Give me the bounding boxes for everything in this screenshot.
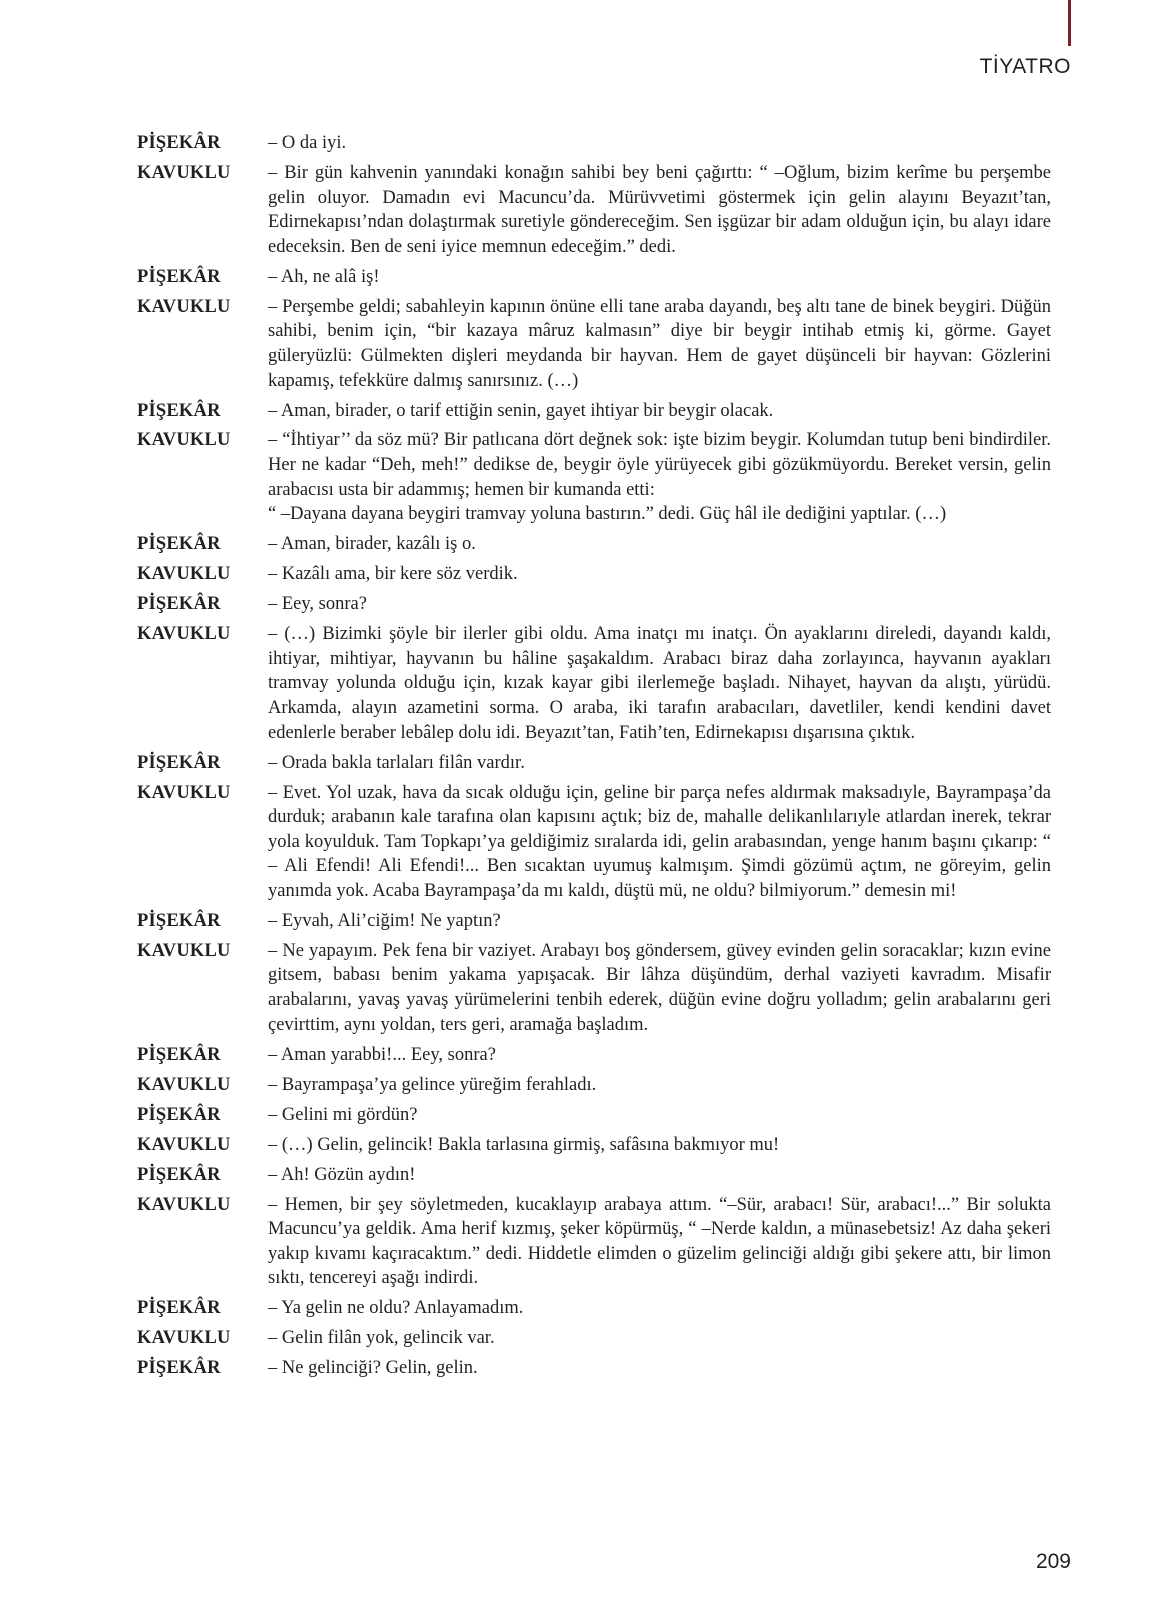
dialogue-line <box>137 1193 1051 1291</box>
speaker-name: PİŞEKÂR <box>137 400 221 421</box>
dialogue-line <box>137 131 1051 156</box>
line-text: – Orada bakla tarlaları filân vardır. <box>268 752 525 773</box>
speaker-name: KAVUKLU <box>137 296 231 317</box>
header-accent-rule <box>1068 0 1071 46</box>
dialogue-line <box>137 592 1051 617</box>
line-text: – (…) Gelin, gelincik! Bakla tarlasına girmiş, safâsına bakmıyor mu! <box>268 1134 780 1155</box>
line-text: – Aman, birader, o tarif ettiğin senin, gayet ihtiyar bir beygir olacak. <box>268 400 774 421</box>
line-text: – Eey, sonra? <box>268 594 367 615</box>
speaker-name: PİŞEKÂR <box>137 1044 221 1065</box>
dialogue-line <box>137 622 1051 745</box>
line-text: – Ne yapayım. Pek fena bir vaziyet. Arabayı boş göndersem, güvey evinden gelin soracaklar; kızın evine gitsem, babası benim yakama yapışacak. Bir lâhza düşündüm, derhal vaziyeti kavradım. Misafir arabalarını, yavaş yavaş yürümelerini tenbih ederek, düğün evine doğru yolladım; gelin arabalarını geri çevirttim, aynı yoldan, ters geri, aramağa başladım. <box>268 940 1051 1035</box>
speaker-name: PİŞEKÂR <box>137 534 221 555</box>
line-text: – Gelini mi gördün? <box>268 1104 418 1125</box>
speaker-name: KAVUKLU <box>137 162 231 183</box>
dialogue-line <box>137 909 1051 934</box>
line-text: – Ya gelin ne oldu? Anlayamadım. <box>268 1298 524 1319</box>
dialogue-line <box>137 1073 1051 1098</box>
dialogue-line <box>137 751 1051 776</box>
dialogue-line <box>137 1103 1051 1128</box>
speaker-name: KAVUKLU <box>137 1194 231 1215</box>
line-text: – (…) Bizimki şöyle bir ilerler gibi oldu. Ama inatçı mı inatçı. Ön ayaklarını direledi, dayandı kaldı, ihtiyar, mihtiyar, hayvanın bu hâline şaşakaldım. Arabacı biraz daha zorlayınca, hayvanın ayakları tramvay yolunda olduğu için, kızak kayar gibi ilerlemeğe başladı. Nihayet, hayvan da alıştı, yürüdü. Arkamda, alayın azametini sorma. O araba, iki tarafın arabacıları, davetliler, kendi kendini davet edenlerle beraber lebâlep dolu idi. Beyazıt’tan, Fatih’ten, Edirnekapısı dışarısına çıktık. <box>268 624 1051 743</box>
speaker-name: KAVUKLU <box>137 782 231 803</box>
line-text: – Evet. Yol uzak, hava da sıcak olduğu için, geline bir parça nefes aldırmak maksadıyle, Bayrampaşa’da durduk; arabanın kale tarafına olan kapısını açtık; biz de, mahalle delikanlılarıyle atlardan inerek, tekrar yola koyulduk. Tam Topkapı’ya geldiğimiz sıralarda idi, gelin arabasından, yenge hanım başını çıkarıp: “ – Ali Efendi! Ali Efendi!... Ben sıcaktan uyumuş kalmışım. Şimdi gözümü açtım, ne göreyim, gelin yanımda yok. Acaba Bayrampaşa’da mı kaldı, düştü mü, ne oldu? bilmiyorum.” demesin mi! <box>268 782 1051 901</box>
line-text: – Gelin filân yok, gelincik var. <box>268 1328 495 1349</box>
speaker-name: KAVUKLU <box>137 1134 231 1155</box>
line-text: – “İhtiyar’’ da söz mü? Bir patlıcana dört değnek sok: işte bizim beygir. Kolumdan tutup beni bindirdiler. Her ne kadar “Deh, meh!” dedikse de, beygir öyle yürüyecek gibi gözükmüyordu. Bereket versin, gelin arabacısı usta bir adammış; hemen bir kumanda etti: <box>268 430 1051 500</box>
speaker-name: PİŞEKÂR <box>137 1104 221 1125</box>
dialogue-body <box>137 131 1051 1386</box>
dialogue-line <box>137 295 1051 393</box>
speaker-name: KAVUKLU <box>137 624 231 645</box>
speaker-name: PİŞEKÂR <box>137 1358 221 1379</box>
dialogue-line <box>137 532 1051 557</box>
speaker-name: KAVUKLU <box>137 564 231 585</box>
line-text: – Bayrampaşa’ya gelince yüreğim ferahladı. <box>268 1074 597 1095</box>
section-title: TİYATRO <box>979 55 1071 78</box>
dialogue-line <box>137 161 1051 259</box>
dialogue-line <box>137 1356 1051 1381</box>
line-text: – Ah! Gözün aydın! <box>268 1164 416 1185</box>
line-text: – Aman yarabbi!... Eey, sonra? <box>268 1044 496 1065</box>
page-number: 209 <box>1035 1550 1071 1573</box>
dialogue-line <box>137 1043 1051 1068</box>
speaker-name: KAVUKLU <box>137 940 231 961</box>
dialogue-line <box>137 1133 1051 1158</box>
line-text: – Hemen, bir şey söyletmeden, kucaklayıp arabaya attım. “–Sür, arabacı! Sür, arabacı!...” Bir solukta Macuncu’ya geldik. Ama herif kızmış, şeker köpürmüş, “ –Nerde kaldın, a münasebetsiz! Az daha şekeri yakıp kıvamı kaçıracaktım.” dedi. Hiddetle elimden o güzelim gelinciği aldığı gibi şekere attı, bir limon sıktı, tencereyi aşağı indirdi. <box>268 1194 1051 1289</box>
dialogue-line <box>137 265 1051 290</box>
line-text: – Bir gün kahvenin yanındaki konağın sahibi bey beni çağırttı: “ –Oğlum, bizim kerîme bu perşembe gelin oluyor. Damadın evi Macuncu’da. Mürüvvetimi göstermek için gelin alayını Beyazıt’tan, Edirnekapısı’ndan dolaştırmak suretiyle göndereceğim. Sen işgüzar bir adam olduğun için, bu alayı idare edeceksin. Ben de seni iyice memnun edeceğim.” dedi. <box>268 162 1051 257</box>
line-text: – Ah, ne alâ iş! <box>268 266 380 287</box>
line-text-continuation: “ –Dayana dayana beygiri tramvay yoluna bastırın.” dedi. Güç hâl ile dediğini yaptılar. (…) <box>268 504 947 525</box>
dialogue-line <box>137 939 1051 1037</box>
dialogue-line <box>137 1326 1051 1351</box>
speaker-name: PİŞEKÂR <box>137 910 221 931</box>
speaker-name: PİŞEKÂR <box>137 1298 221 1319</box>
speaker-name: PİŞEKÂR <box>137 752 221 773</box>
speaker-name: PİŞEKÂR <box>137 594 221 615</box>
line-text: – Ne gelinciği? Gelin, gelin. <box>268 1358 478 1379</box>
speaker-name: PİŞEKÂR <box>137 266 221 287</box>
dialogue-line <box>137 1163 1051 1188</box>
dialogue-line <box>137 562 1051 587</box>
dialogue-line <box>137 1296 1051 1321</box>
speaker-name: PİŞEKÂR <box>137 133 221 153</box>
line-text: – Eyvah, Ali’ciğim! Ne yaptın? <box>268 910 501 931</box>
speaker-name: KAVUKLU <box>137 430 231 451</box>
line-text: – Kazâlı ama, bir kere söz verdik. <box>268 564 518 585</box>
speaker-name: KAVUKLU <box>137 1074 231 1095</box>
speaker-name: PİŞEKÂR <box>137 1164 221 1185</box>
dialogue-line <box>137 781 1051 904</box>
dialogue-line <box>137 428 1051 526</box>
dialogue-line <box>137 399 1051 424</box>
line-text: – Aman, birader, kazâlı iş o. <box>268 534 476 555</box>
speaker-name: KAVUKLU <box>137 1328 231 1349</box>
line-text: – Perşembe geldi; sabahleyin kapının önüne elli tane araba dayandı, beş altı tane de binek beygiri. Düğün sahibi, benim için, “bir kazaya mâruz kalmasın” diye bir beygir intihab etmiş ki, görme. Gayet güleryüzlü: Gülmekten dişleri meydanda bir hayvan. Hem de gayet düşünceli bir hayvan: Gözlerini kapamış, tefekküre dalmış sanırsınız. (…) <box>268 296 1051 391</box>
line-text: – O da iyi. <box>268 133 347 153</box>
